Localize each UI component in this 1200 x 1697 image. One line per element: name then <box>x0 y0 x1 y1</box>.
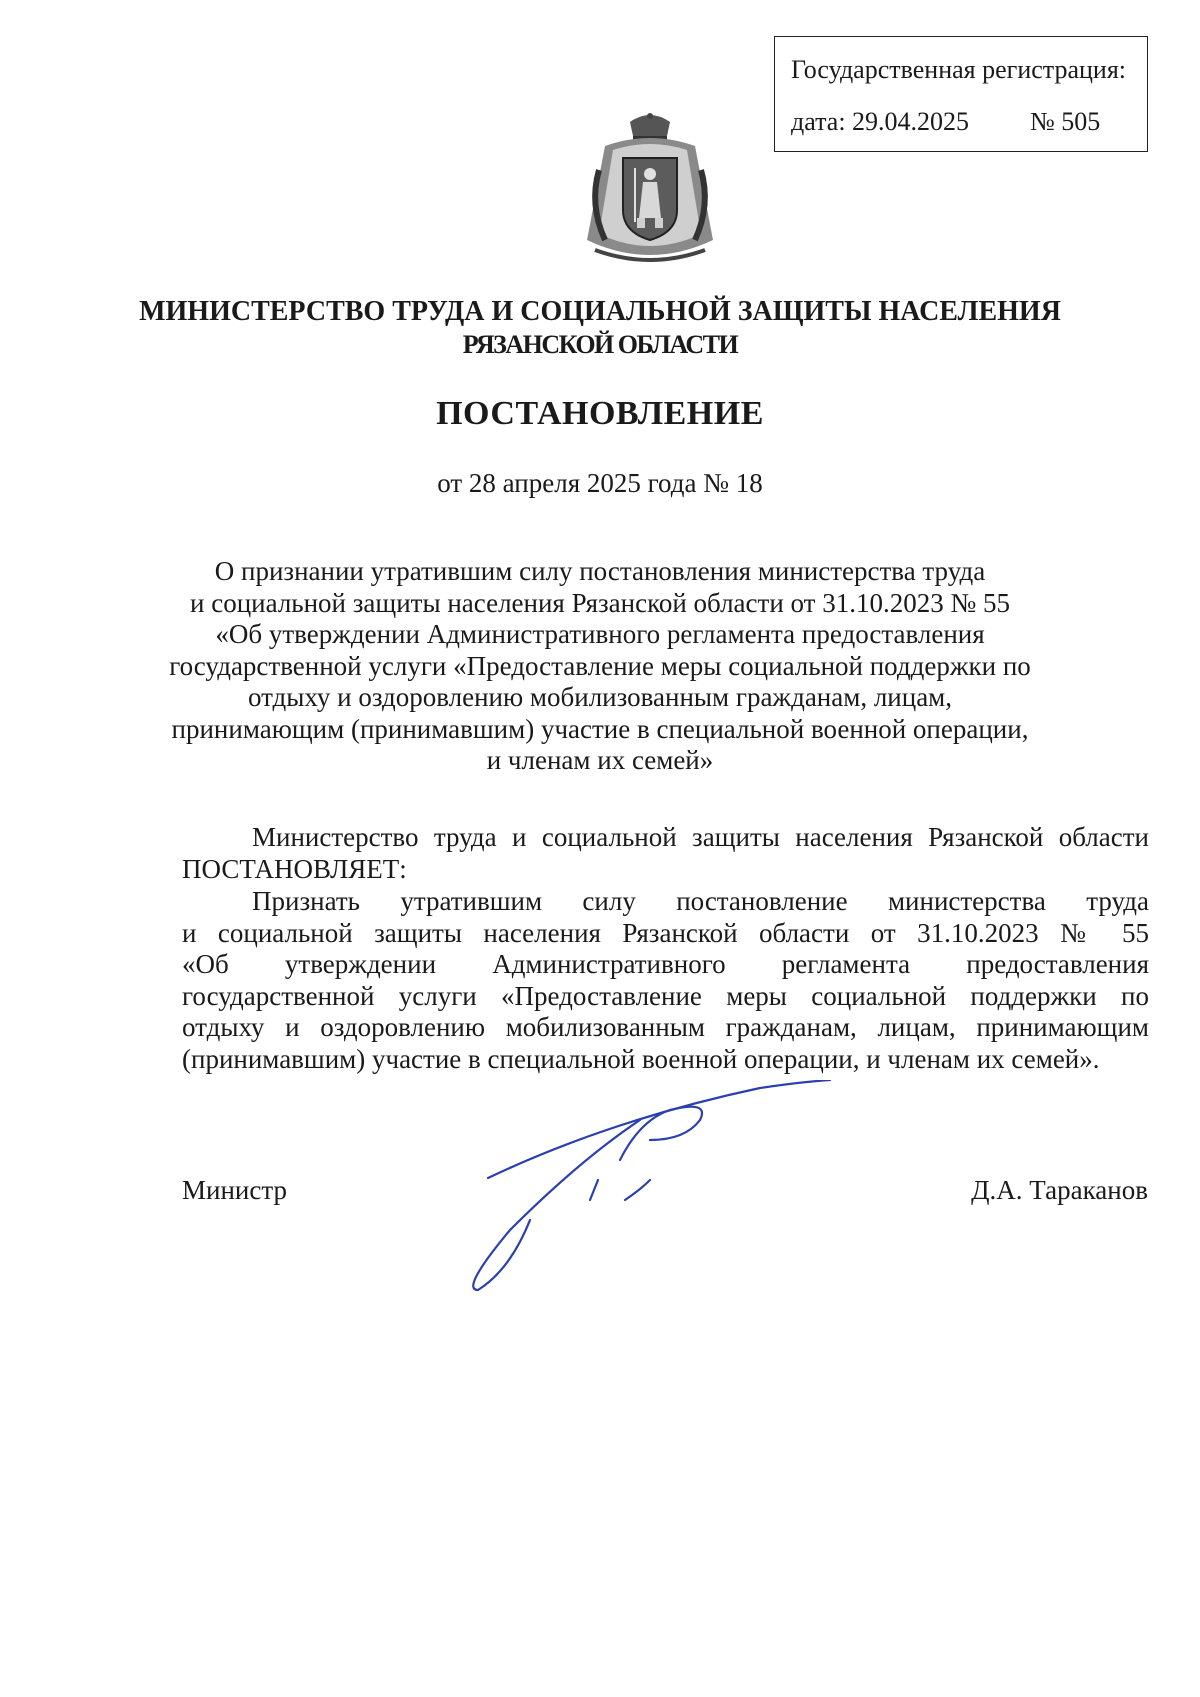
subject-line: и социальной защиты населения Рязанской области от 31.10.2023 № 55 <box>190 587 1010 618</box>
signatory-role: Министр <box>182 1175 287 1205</box>
document-subject <box>150 556 1050 777</box>
preamble-paragraph: Министерство труда и социальной защиты населения Рязанской области ПОСТАНОВЛЯЕТ: <box>182 822 1149 884</box>
resolution-line: «Об утверждении Административного регламента предоставления <box>182 949 1149 979</box>
resolution-line: (принимавшим) участие в специальной военной операции, и членам их семей». <box>182 1043 1100 1074</box>
signatory-name: Д.А. Тараканов <box>971 1175 1148 1205</box>
registration-title: Государственная регистрация: <box>791 55 1127 84</box>
resolution-line: государственной услуги «Предоставление меры социальной поддержки по <box>182 980 1149 1011</box>
signature-strokes <box>473 1080 830 1290</box>
subject-line: государственной услуги «Предоставление меры социальной поддержки по <box>169 650 1031 681</box>
registration-date: дата: 29.04.2025 <box>791 107 970 136</box>
document-type: ПОСТАНОВЛЕНИЕ <box>436 395 764 432</box>
document-date-number: от 28 апреля 2025 года № 18 <box>437 468 763 498</box>
subject-line: отдыху и оздоровлению мобилизованным гражданам, лицам, <box>247 682 953 712</box>
subject-line: принимающим (принимавшим) участие в специальной военной операции, <box>171 713 1029 744</box>
registration-number: № 505 <box>1030 107 1101 136</box>
resolution-paragraph <box>182 886 1149 1075</box>
subject-line: «Об утверждении Административного регламента предоставления <box>215 619 985 649</box>
ministry-name-line2: РЯЗАНСКОЙ ОБЛАСТИ <box>462 330 738 359</box>
subject-line: и членам их семей» <box>486 745 714 775</box>
coat-of-arms-icon <box>575 110 725 270</box>
resolution-line: и социальной защиты населения Рязанской области от 31.10.2023 № 55 <box>182 917 1149 948</box>
ministry-name-line1: МИНИСТЕРСТВО ТРУДА И СОЦИАЛЬНОЙ ЗАЩИТЫ НАСЕЛЕНИЯ <box>139 296 1061 327</box>
resolution-line: Признать утратившим силу постановление министерства труда <box>252 886 1149 916</box>
subject-line: О признании утратившим силу постановления министерства труда <box>214 556 986 586</box>
registration-stamp <box>774 36 1148 152</box>
resolution-line: отдыху и оздоровлению мобилизованным гражданам, лицам, принимающим <box>182 1012 1149 1042</box>
handwritten-signature <box>470 1080 870 1300</box>
